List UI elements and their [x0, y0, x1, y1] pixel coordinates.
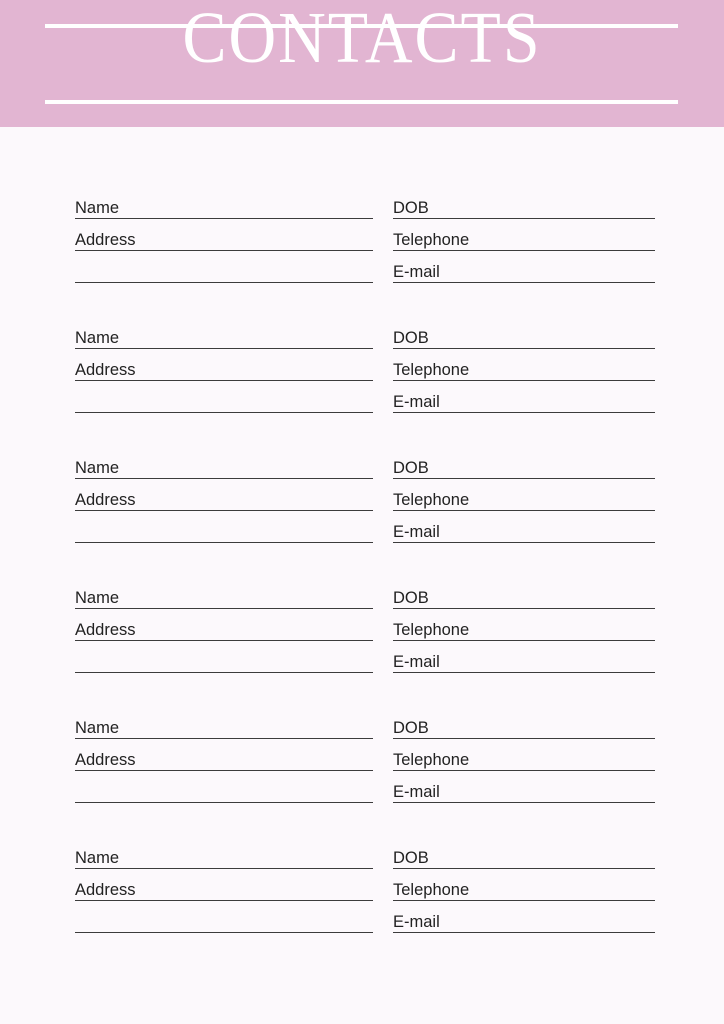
name-label: Name: [75, 198, 120, 217]
address-field-line: [75, 609, 373, 641]
dob-label: DOB: [393, 458, 429, 477]
address-field-line: [75, 869, 373, 901]
contact-entry: [75, 187, 655, 283]
email-field-line: [393, 381, 655, 413]
name-label: Name: [75, 458, 120, 477]
dob-label: DOB: [393, 328, 429, 347]
dob-field-line: [393, 187, 655, 219]
dob-field-line: [393, 447, 655, 479]
dob-label: DOB: [393, 848, 429, 867]
contact-entry: [75, 577, 655, 673]
address-field-line: [75, 219, 373, 251]
name-label: Name: [75, 328, 120, 347]
contact-entry-left-column: [75, 317, 373, 413]
address-continuation-line: [75, 381, 373, 413]
email-field-line: [393, 251, 655, 283]
email-label: E-mail: [393, 392, 440, 411]
address-label: Address: [75, 750, 136, 769]
address-label: Address: [75, 360, 136, 379]
telephone-field-line: [393, 479, 655, 511]
name-label: Name: [75, 718, 120, 737]
telephone-label: Telephone: [393, 750, 470, 769]
contact-entry: [75, 447, 655, 543]
contact-entry-left-column: [75, 577, 373, 673]
address-continuation-line: [75, 641, 373, 673]
email-label: E-mail: [393, 262, 440, 281]
header-bottom-rule: [45, 100, 678, 104]
contacts-list: [0, 127, 724, 933]
name-field-line: [75, 447, 373, 479]
contact-entry-left-column: [75, 447, 373, 543]
name-label: Name: [75, 848, 120, 867]
name-field-line: [75, 187, 373, 219]
name-field-line: [75, 317, 373, 349]
contact-entry-left-column: [75, 187, 373, 283]
contact-entry-right-column: [393, 317, 655, 413]
telephone-field-line: [393, 219, 655, 251]
address-field-line: [75, 349, 373, 381]
name-field-line: [75, 577, 373, 609]
telephone-field-line: [393, 349, 655, 381]
contact-entry-right-column: [393, 577, 655, 673]
address-continuation-line: [75, 511, 373, 543]
address-continuation-line: [75, 901, 373, 933]
telephone-field-line: [393, 869, 655, 901]
contact-entry-right-column: [393, 707, 655, 803]
email-label: E-mail: [393, 652, 440, 671]
address-label: Address: [75, 620, 136, 639]
telephone-label: Telephone: [393, 880, 470, 899]
email-label: E-mail: [393, 782, 440, 801]
telephone-field-line: [393, 739, 655, 771]
telephone-label: Telephone: [393, 360, 470, 379]
dob-label: DOB: [393, 198, 429, 217]
telephone-label: Telephone: [393, 230, 470, 249]
address-label: Address: [75, 880, 136, 899]
address-continuation-line: [75, 771, 373, 803]
contact-entry: [75, 707, 655, 803]
dob-label: DOB: [393, 588, 429, 607]
contact-entry-left-column: [75, 837, 373, 933]
telephone-label: Telephone: [393, 620, 470, 639]
address-label: Address: [75, 230, 136, 249]
email-label: E-mail: [393, 522, 440, 541]
name-field-line: [75, 837, 373, 869]
address-label: Address: [75, 490, 136, 509]
email-label: E-mail: [393, 912, 440, 931]
name-label: Name: [75, 588, 120, 607]
address-continuation-line: [75, 251, 373, 283]
name-field-line: [75, 707, 373, 739]
email-field-line: [393, 771, 655, 803]
dob-field-line: [393, 577, 655, 609]
dob-field-line: [393, 707, 655, 739]
contact-entry-right-column: [393, 447, 655, 543]
telephone-label: Telephone: [393, 490, 470, 509]
address-field-line: [75, 479, 373, 511]
contact-entry: [75, 317, 655, 413]
telephone-field-line: [393, 609, 655, 641]
email-field-line: [393, 641, 655, 673]
contact-entry-right-column: [393, 187, 655, 283]
page-title: CONTACTS: [182, 0, 542, 79]
dob-field-line: [393, 837, 655, 869]
contact-entry-right-column: [393, 837, 655, 933]
address-field-line: [75, 739, 373, 771]
email-field-line: [393, 511, 655, 543]
dob-field-line: [393, 317, 655, 349]
page-header: [0, 0, 724, 127]
contact-entry: [75, 837, 655, 933]
email-field-line: [393, 901, 655, 933]
dob-label: DOB: [393, 718, 429, 737]
contact-entry-left-column: [75, 707, 373, 803]
